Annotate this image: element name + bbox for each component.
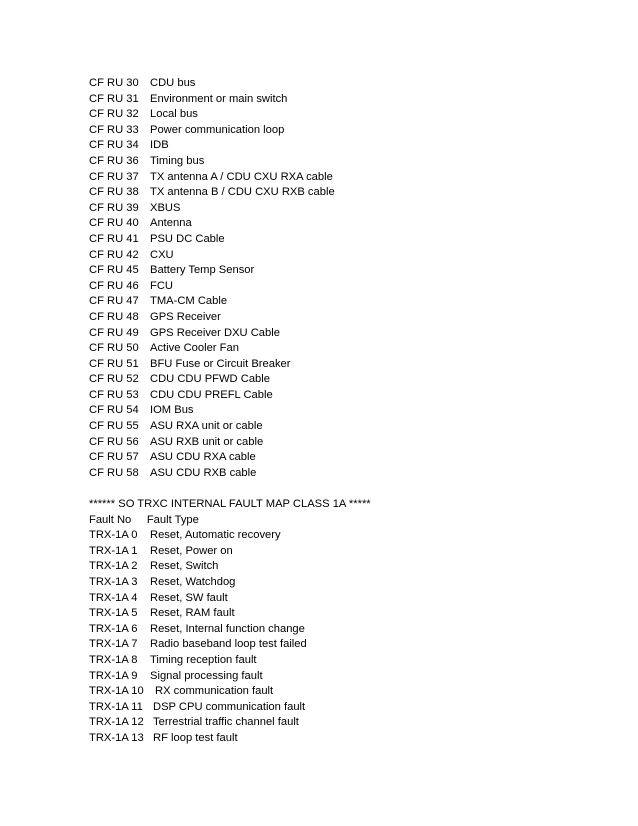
- fault-description: Local bus: [150, 108, 198, 121]
- fault-description: IOM Bus: [150, 404, 194, 417]
- fault-description: DSP CPU communication fault: [153, 700, 306, 713]
- fault-description: Timing reception fault: [150, 653, 257, 666]
- fault-code: CF RU 32: [89, 108, 139, 121]
- fault-description: Signal processing fault: [150, 669, 263, 682]
- fault-code: CF RU 55: [89, 420, 139, 433]
- fault-code: CF RU 38: [89, 186, 139, 199]
- fault-description: RX communication fault: [155, 685, 274, 698]
- fault-description: ASU CDU RXA cable: [150, 451, 256, 464]
- fault-description: CXU: [150, 248, 174, 261]
- fault-code: CF RU 36: [89, 154, 139, 167]
- fault-code: CF RU 31: [89, 92, 139, 105]
- fault-description: FCU: [150, 279, 173, 292]
- fault-code: TRX-1A 2: [89, 560, 138, 573]
- fault-description: Reset, Watchdog: [150, 575, 236, 588]
- fault-description: TX antenna A / CDU CXU RXA cable: [150, 170, 333, 183]
- column-header-text: Fault No Fault Type: [89, 513, 199, 526]
- fault-code: CF RU 48: [89, 310, 139, 323]
- fault-code: TRX-1A 0: [89, 529, 138, 542]
- fault-code: CF RU 39: [89, 201, 139, 214]
- fault-description: Reset, Automatic recovery: [150, 529, 281, 542]
- fault-code: CF RU 33: [89, 123, 139, 136]
- fault-description: Reset, Power on: [150, 544, 233, 557]
- fault-code: CF RU 52: [89, 373, 139, 386]
- fault-description: Antenna: [150, 217, 192, 230]
- fault-code: CF RU 45: [89, 264, 139, 277]
- fault-code: CF RU 30: [89, 77, 139, 89]
- fault-code: CF RU 53: [89, 388, 139, 401]
- fault-description: Reset, RAM fault: [150, 607, 235, 620]
- fault-code: CF RU 40: [89, 217, 139, 230]
- fault-code: CF RU 41: [89, 232, 139, 245]
- fault-code: CF RU 57: [89, 451, 139, 464]
- fault-code: CF RU 54: [89, 404, 139, 417]
- fault-code: TRX-1A 5: [89, 607, 138, 620]
- fault-description: GPS Receiver DXU Cable: [150, 326, 280, 339]
- fault-code: CF RU 56: [89, 435, 139, 448]
- fault-description: Battery Temp Sensor: [150, 264, 255, 277]
- fault-code: TRX-1A 13: [89, 731, 144, 744]
- fault-code: TRX-1A 8: [89, 653, 138, 666]
- fault-code: CF RU 51: [89, 357, 139, 370]
- fault-description: TMA-CM Cable: [150, 295, 228, 308]
- fault-code: TRX-1A 4: [89, 591, 138, 604]
- fault-description: Reset, Switch: [150, 560, 219, 573]
- fault-code: CF RU 37: [89, 170, 139, 183]
- fault-code: TRX-1A 1: [89, 544, 138, 557]
- fault-code: TRX-1A 12: [89, 716, 144, 729]
- fault-code: CF RU 50: [89, 342, 139, 355]
- fault-code: CF RU 42: [89, 248, 139, 261]
- fault-code: TRX-1A 11: [89, 700, 143, 713]
- fault-code: TRX-1A 10: [89, 685, 144, 698]
- fault-description: CDU CDU PREFL Cable: [150, 388, 273, 401]
- fault-description: Radio baseband loop test failed: [150, 638, 307, 651]
- fault-description: IDB: [150, 139, 169, 152]
- fault-code: CF RU 47: [89, 295, 139, 308]
- fault-code: CF RU 34: [89, 139, 139, 152]
- fault-code: CF RU 46: [89, 279, 139, 292]
- fault-description: PSU DC Cable: [150, 232, 225, 245]
- fault-description: ASU CDU RXB cable: [150, 466, 257, 479]
- fault-description: CDU CDU PFWD Cable: [150, 373, 270, 386]
- fault-description: Environment or main switch: [150, 92, 288, 105]
- section-heading-text: ****** SO TRXC INTERNAL FAULT MAP CLASS 1A *****: [89, 498, 371, 510]
- fault-code: CF RU 49: [89, 326, 139, 339]
- fault-description: BFU Fuse or Circuit Breaker: [150, 357, 291, 370]
- fault-description: Timing bus: [150, 154, 205, 167]
- fault-description: RF loop test fault: [153, 731, 238, 744]
- fault-description: TX antenna B / CDU CXU RXB cable: [150, 186, 335, 199]
- fault-description: Active Cooler Fan: [150, 342, 239, 355]
- fault-description: XBUS: [150, 201, 181, 214]
- fault-code: TRX-1A 3: [89, 575, 138, 588]
- fault-description: CDU bus: [150, 77, 196, 89]
- fault-code: TRX-1A 7: [89, 638, 138, 651]
- fault-description: Terrestrial traffic channel fault: [153, 716, 299, 729]
- fault-description: GPS Receiver: [150, 310, 221, 323]
- fault-description: Reset, SW fault: [150, 591, 228, 604]
- fault-description: Reset, Internal function change: [150, 622, 305, 635]
- fault-code: CF RU 58: [89, 466, 139, 479]
- fault-description: ASU RXA unit or cable: [150, 420, 263, 433]
- fault-description: ASU RXB unit or cable: [150, 435, 264, 448]
- fault-description: Power communication loop: [150, 123, 285, 136]
- fault-code: TRX-1A 9: [89, 669, 138, 682]
- fault-code: TRX-1A 6: [89, 622, 138, 635]
